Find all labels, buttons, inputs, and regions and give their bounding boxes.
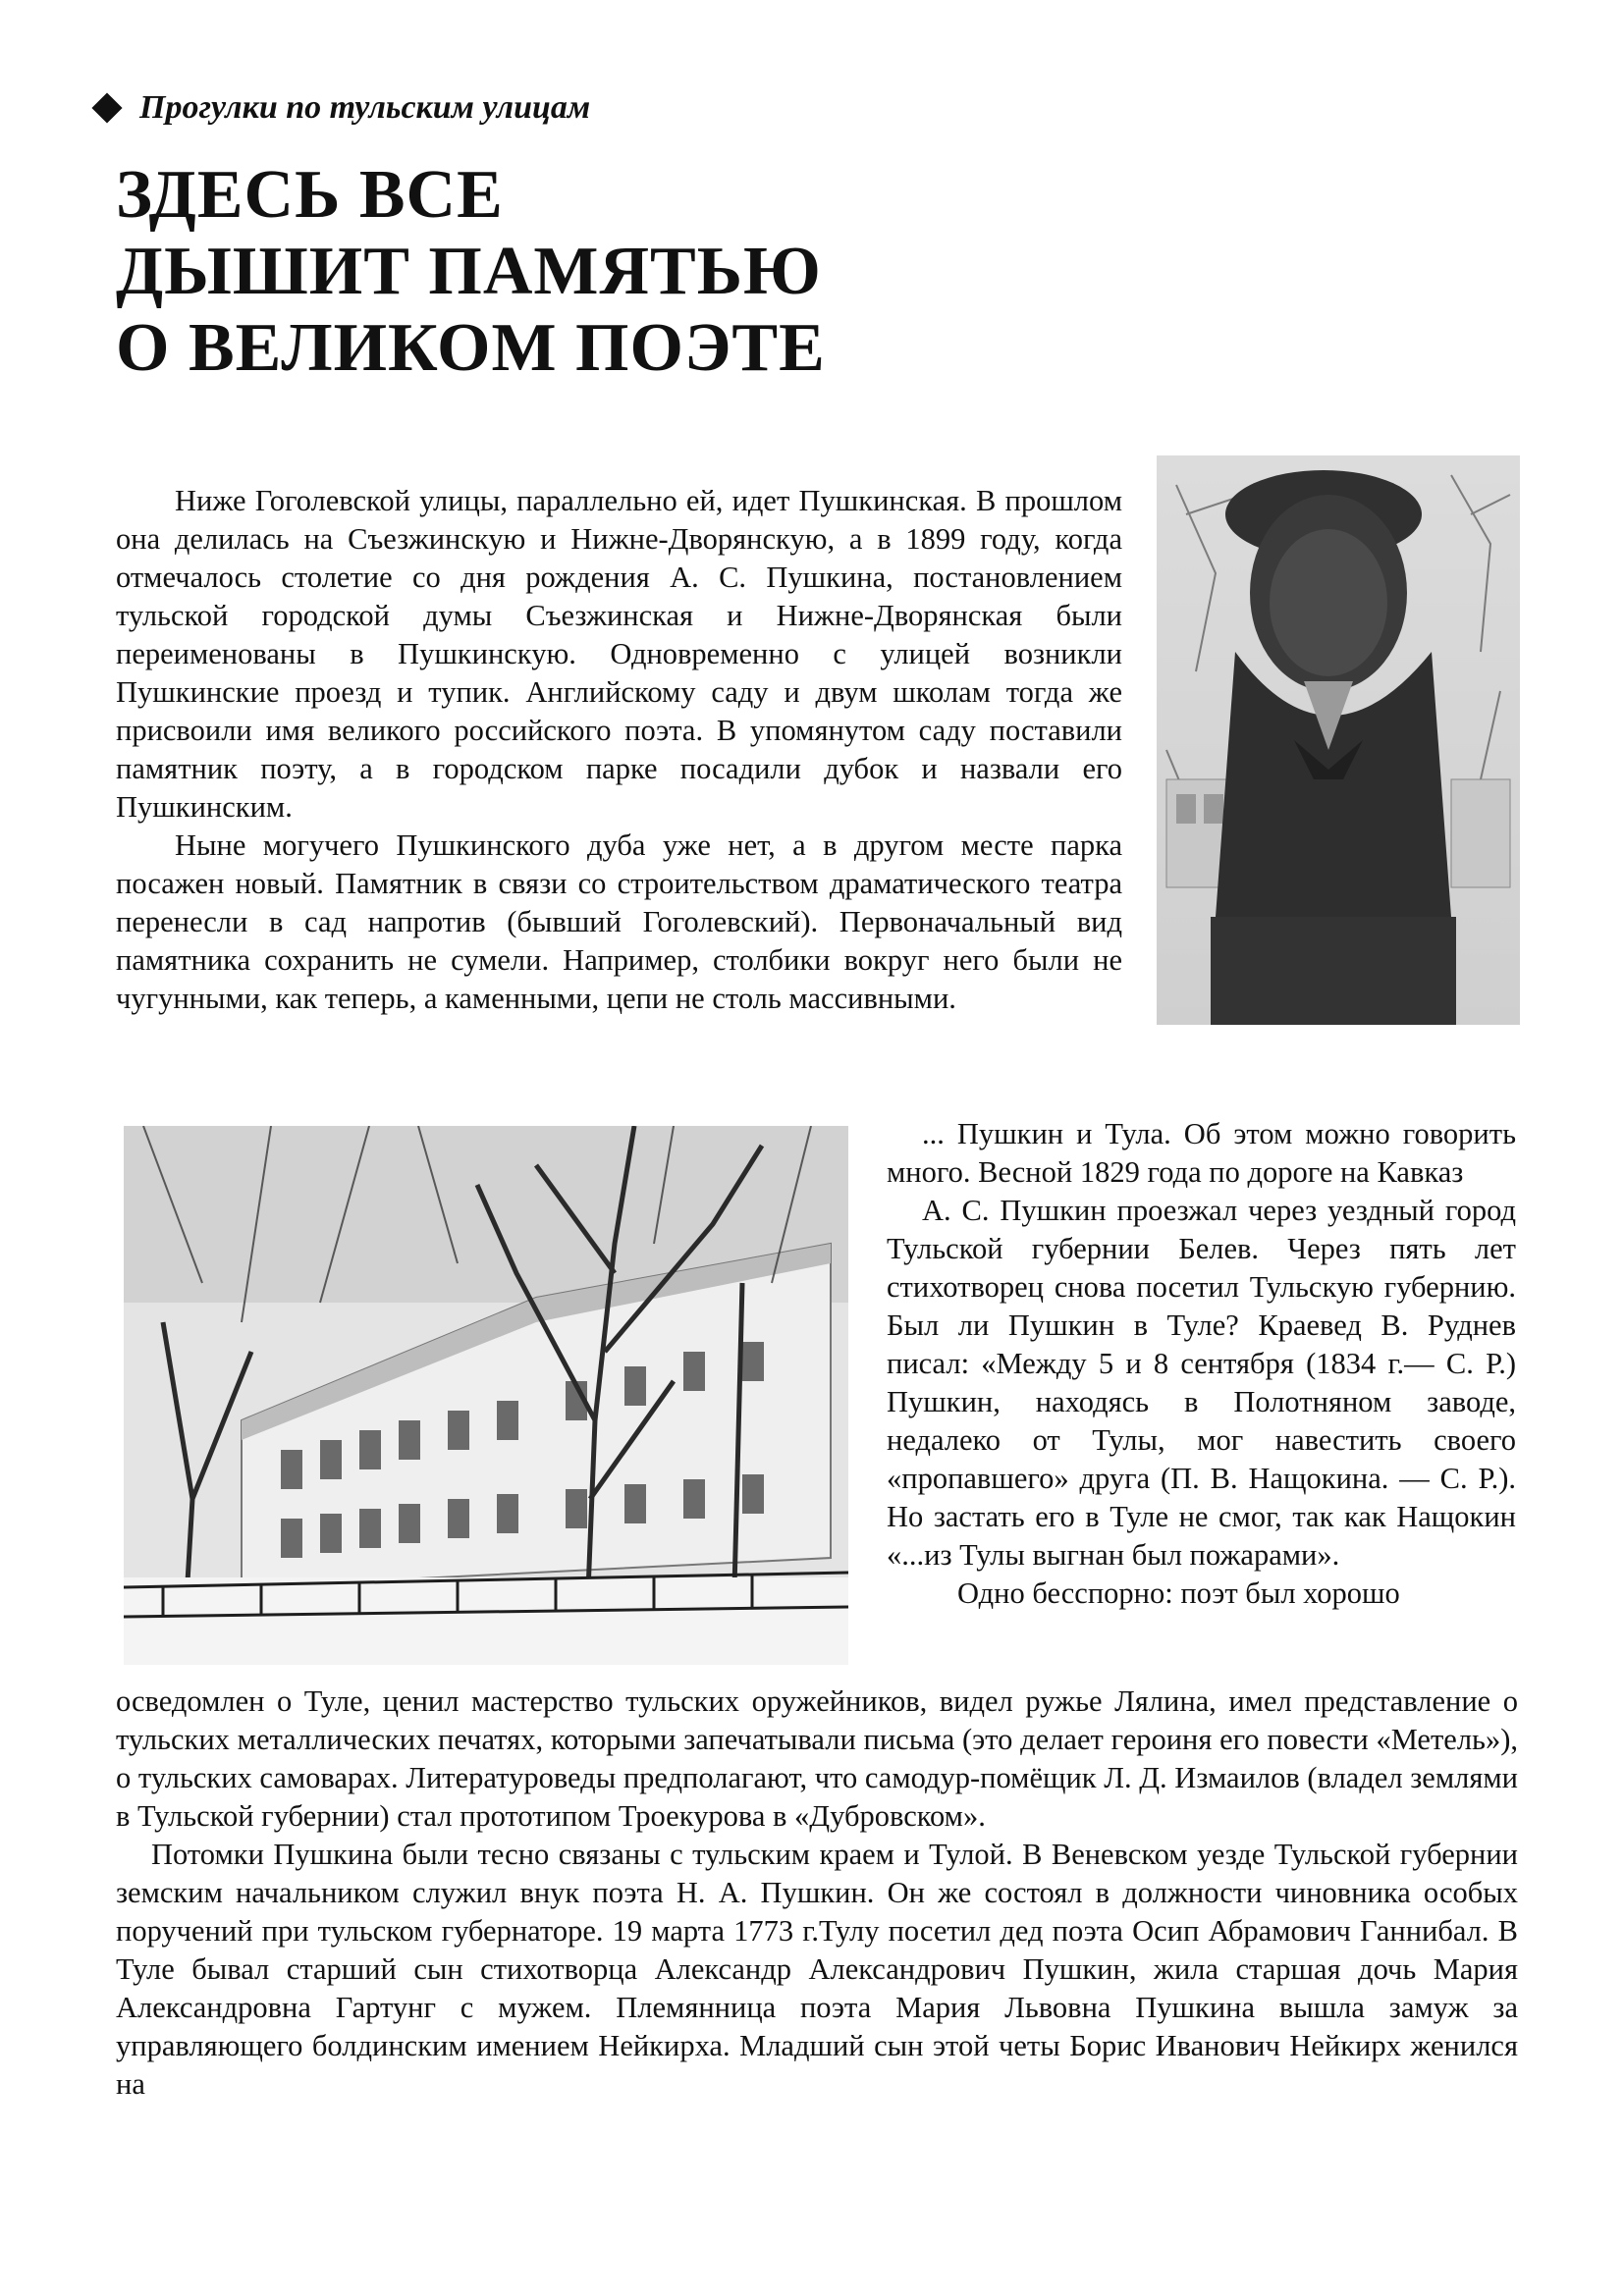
building-photo xyxy=(124,1126,848,1665)
pushkin-bust-photo xyxy=(1157,455,1520,1025)
title-line-2: ДЫШИТ ПАМЯТЬЮ xyxy=(116,234,822,309)
title-line-1: ЗДЕСЬ ВСЕ xyxy=(116,157,504,233)
paragraph-5-end: осведомлен о Туле, ценил мастерство тульских оружейников, видел ружье Лялина, имел представление о тульских металлических печатях, которыми запечатывали письма (это делает героиня его повести «Метель»), о тульских самоварах. Литературоведы предполагают, что самодур-помёщик Л. Д. Измаилов (владел землями в Тульской губернии) стал прототипом Троекурова в «Дубровском». xyxy=(116,1684,1518,1833)
section-header xyxy=(88,80,590,135)
title-line-3: О ВЕЛИКОМ ПОЭТЕ xyxy=(116,310,826,386)
intro-text xyxy=(116,482,1122,1018)
bust-image-icon xyxy=(1157,455,1520,1025)
diamond-icon xyxy=(91,92,122,123)
paragraph-1: Ниже Гоголевской улицы, параллельно ей, идет Пушкинская. В прошлом она делилась на Съезжинскую и Нижне-Дворянскую, а в 1899 году, когда отмечалось столетие со дня рождения А. С. Пушкина, постановлением тульской городской думы Съезжинская и Нижне-Дворянская были переименованы в Пушкинскую. Одновременно с улицей возникли Пушкинские проезд и тупик. Английскому саду и двум школам тогда же присвоили имя великого российского поэта. В упомянутом саду поставили памятник поэту, а в городском парке посадили дубок и назвали его Пушкинским. xyxy=(116,484,1122,824)
side-text xyxy=(887,1115,1516,1613)
bottom-text xyxy=(116,1682,1518,2104)
building-image-icon xyxy=(124,1126,848,1665)
article-title xyxy=(116,157,826,387)
paragraph-3: ... Пушкин и Тула. Об этом можно говорить много. Весной 1829 года по дороге на Кавказ xyxy=(887,1117,1516,1189)
paragraph-5-start: Одно бесспорно: поэт был хорошо xyxy=(957,1576,1400,1610)
paragraph-2: Ныне могучего Пушкинского дуба уже нет, а в другом месте парка посажен новый. Памятник в связи со строительством драматического театра перенесли в сад напротив (бывший Гоголевский). Первоначальный вид памятника сохранить не сумели. Например, столбики вокруг него были не чугунными, как теперь, а каменными, цепи не столь массивными. xyxy=(116,828,1122,1015)
paragraph-4: А. С. Пушкин проезжал через уездный город Тульской губернии Белев. Через пять лет стихотворец снова посетил Тульскую губернию. Был ли Пушкин в Туле? Краевед В. Руднев писал: «Между 5 и 8 сентября (1834 г.— С. Р.) Пушкин, находясь в Полотняном заводе, недалеко от Тулы, мог навестить своего «пропавшего» друга (П. В. Нащокина. — С. Р.). Но застать его в Туле не смог, так как Нащокин «...из Тулы выгнан был пожарами». xyxy=(887,1194,1516,1572)
paragraph-6: Потомки Пушкина были тесно связаны с тульским краем и Тулой. В Веневском уезде Тульской губернии земским начальником служил внук поэта Н. А. Пушкин. Он же состоял в должности чиновника особых поручений при тульском губернаторе. 19 марта 1773 г.Тулу посетил дед поэта Осип Абрамович Ганнибал. В Туле бывал старший сын стихотворца Александр Александрович Пушкин, жила старшая дочь Мария Александровна Гартунг с мужем. Племянница поэта Мария Львовна Пушкина вышла замуж за управляющего болдинским имением Нейкирха. Младший сын этой четы Борис Иванович Нейкирх женился на xyxy=(116,1838,1518,2101)
section-label: Прогулки по тульским улицам xyxy=(139,89,591,126)
